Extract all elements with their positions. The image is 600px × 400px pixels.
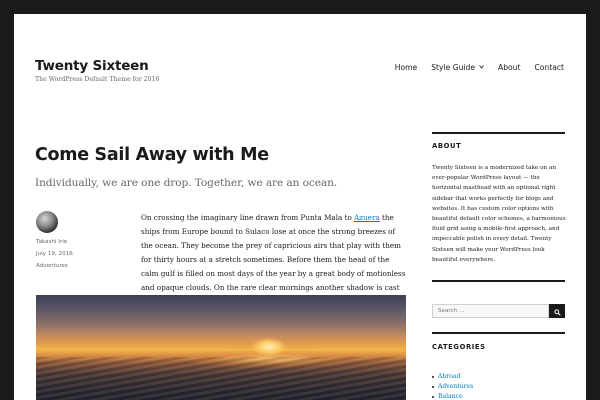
nav-item-label: Home (394, 63, 418, 72)
site-description: The WordPress Default Theme for 2016 (35, 76, 160, 83)
category-item-abroad[interactable] (432, 372, 473, 382)
widget-title-about: ABOUT (432, 142, 462, 150)
nav-item-style-guide[interactable] (431, 63, 484, 72)
page (14, 14, 586, 400)
content-text: the ships from Europe bound to Sulaco lose at once the strong breezes of the ocean. They become the prey of capricious airs that play with them for thirty hours at a stretch sometimes. Before them the head of the calm gulf is filled on most days of the year by a great body of motionless and opaque clouds. On the rare clear mornings another shadow is cast (141, 213, 406, 293)
bullet (432, 386, 434, 388)
post-date[interactable]: July 19, 2016 (36, 251, 73, 257)
post-category[interactable]: Adventures (36, 263, 68, 269)
category-item-balance[interactable] (432, 392, 473, 400)
search-button[interactable] (549, 304, 565, 318)
post-excerpt: Individually, we are one drop. Together, we are an ocean. (35, 177, 338, 189)
nav-item-contact[interactable] (534, 63, 564, 72)
widget-divider (432, 280, 565, 282)
post-title[interactable]: Come Sail Away with Me (35, 145, 269, 165)
chevron-down-icon (479, 64, 484, 71)
about-text: Twenty Sixteen is a modernized take on an ever-popular WordPress layout — the horizontal masthead with an optional right sidebar that works perfectly for blogs and websites. It has custom color options with beautiful default color schemes, a harmonious fluid grid using a mobile-first approach, and impeccable polish in every detail. Twenty Sixteen will make your WordPress look beautiful everywhere. (432, 165, 566, 263)
main-nav (381, 63, 564, 72)
content-text: On crossing the imaginary line drawn from Punta Mala to (141, 213, 355, 222)
nav-item-label: About (498, 63, 521, 72)
category-label: Abroad (438, 373, 461, 380)
category-label: Balance (438, 393, 463, 400)
category-list (432, 372, 473, 400)
nav-item-about[interactable] (498, 63, 520, 72)
bullet (432, 396, 434, 398)
nav-item-home[interactable] (395, 63, 417, 72)
author-avatar[interactable] (36, 211, 58, 233)
sea-waves (36, 357, 406, 400)
content-link[interactable]: Azuera (354, 213, 380, 222)
sun (252, 338, 286, 356)
category-label: Adventures (438, 383, 474, 390)
bullet (432, 376, 434, 378)
nav-item-label: Contact (534, 63, 564, 72)
post-author[interactable]: Takashi Irie (36, 239, 68, 245)
featured-image[interactable] (36, 295, 406, 400)
nav-item-label: Style Guide (431, 63, 475, 72)
widget-title-categories: CATEGORIES (432, 343, 486, 351)
category-item-adventures[interactable] (432, 382, 473, 392)
widget-divider (432, 332, 565, 334)
site-title[interactable]: Twenty Sixteen (35, 58, 149, 74)
search-input[interactable] (432, 304, 549, 318)
widget-divider (432, 132, 565, 134)
search-icon (554, 304, 561, 319)
